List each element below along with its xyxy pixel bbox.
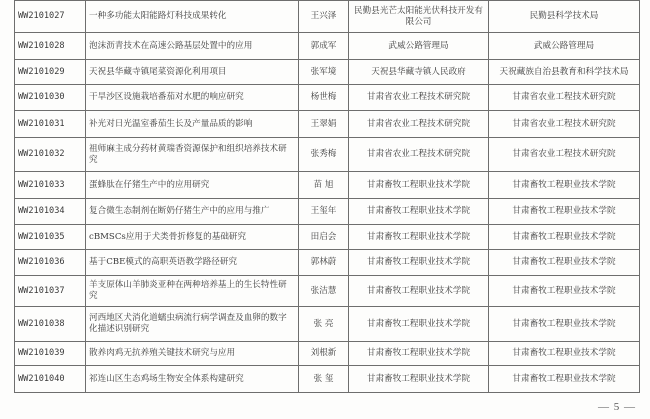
cell-undertaking-unit: 甘肃畜牧工程职业技术学院 [349,199,489,225]
cell-project-code: WW2101040 [15,366,86,393]
table-row [15,307,640,342]
cell-undertaking-unit: 甘肃畜牧工程职业技术学院 [349,172,489,199]
cell-project-title: 河西地区犬消化道蠕虫病流行病学调查及血卵的数字化描述识别研究 [86,307,299,342]
cell-project-code: WW2101028 [15,33,86,60]
cell-undertaking-unit: 甘肃畜牧工程职业技术学院 [349,276,489,307]
cell-recommending-unit: 甘肃畜牧工程职业技术学院 [489,276,640,307]
table-row [15,342,640,366]
cell-undertaking-unit: 甘肃畜牧工程职业技术学院 [349,225,489,250]
cell-lead-person: 田启会 [299,225,349,250]
cell-project-title: 祖师麻主成分药材黄瑞香资源保护和组织培养技术研究 [86,138,299,172]
cell-project-title: 蛋蜂肽在仔猪生产中的应用研究 [86,172,299,199]
cell-project-code: WW2101038 [15,307,86,342]
cell-project-code: WW2101029 [15,60,86,85]
cell-recommending-unit: 甘肃省农业工程技术研究院 [489,111,640,138]
cell-lead-person: 张 玺 [299,366,349,393]
cell-recommending-unit: 天祝藏族自治县教育和科学技术局 [489,60,640,85]
cell-project-code: WW2101034 [15,199,86,225]
cell-project-title: cBMSCs应用于犬类骨折修复的基础研究 [86,225,299,250]
cell-undertaking-unit: 甘肃畜牧工程职业技术学院 [349,342,489,366]
cell-project-code: WW2101037 [15,276,86,307]
table-row [15,225,640,250]
cell-project-code: WW2101036 [15,250,86,276]
cell-recommending-unit: 甘肃省农业工程技术研究院 [489,138,640,172]
cell-lead-person: 王兴泽 [299,1,349,33]
cell-undertaking-unit: 武威公路管理局 [349,33,489,60]
cell-project-title: 基于CBE模式的高职英语教学路径研究 [86,250,299,276]
cell-lead-person: 郭林蔚 [299,250,349,276]
table-row [15,111,640,138]
cell-undertaking-unit: 甘肃省农业工程技术研究院 [349,138,489,172]
cell-project-title: 泡沫沥青技术在高速公路基层处置中的应用 [86,33,299,60]
cell-lead-person: 张秀梅 [299,138,349,172]
cell-recommending-unit: 甘肃畜牧工程职业技术学院 [489,250,640,276]
table-row [15,138,640,172]
cell-lead-person: 张洁慧 [299,276,349,307]
cell-undertaking-unit: 甘肃畜牧工程职业技术学院 [349,366,489,393]
cell-undertaking-unit: 甘肃省农业工程技术研究院 [349,85,489,111]
cell-project-code: WW2101033 [15,172,86,199]
cell-project-code: WW2101030 [15,85,86,111]
table-row [15,276,640,307]
table-row [15,33,640,60]
table-row [15,85,640,111]
cell-undertaking-unit: 甘肃畜牧工程职业技术学院 [349,307,489,342]
table-row [15,1,640,33]
cell-project-code: WW2101039 [15,342,86,366]
cell-lead-person: 苗 旭 [299,172,349,199]
table-row [15,250,640,276]
cell-lead-person: 张军境 [299,60,349,85]
cell-recommending-unit: 武威公路管理局 [489,33,640,60]
cell-project-code: WW2101035 [15,225,86,250]
cell-project-title: 补光对日光温室番茄生长及产量品质的影响 [86,111,299,138]
cell-lead-person: 王玺年 [299,199,349,225]
cell-project-code: WW2101031 [15,111,86,138]
cell-recommending-unit: 甘肃畜牧工程职业技术学院 [489,172,640,199]
cell-recommending-unit: 甘肃畜牧工程职业技术学院 [489,342,640,366]
cell-undertaking-unit: 天祝县华藏寺镇人民政府 [349,60,489,85]
cell-recommending-unit: 民勤县科学技术局 [489,1,640,33]
cell-project-title: 羊支原体山羊肺炎亚种在两种培养基上的生长特性研究 [86,276,299,307]
cell-project-code: WW2101032 [15,138,86,172]
cell-recommending-unit: 甘肃省农业工程技术研究院 [489,85,640,111]
project-table [14,0,640,393]
page-number: — 5 — [598,401,636,413]
cell-recommending-unit: 甘肃畜牧工程职业技术学院 [489,225,640,250]
cell-lead-person: 郭成军 [299,33,349,60]
cell-recommending-unit: 甘肃畜牧工程职业技术学院 [489,307,640,342]
cell-lead-person: 杨世梅 [299,85,349,111]
cell-undertaking-unit: 民勤县光芒太阳能光伏科技开发有限公司 [349,1,489,33]
cell-project-title: 复合微生态制剂在断奶仔猪生产中的应用与推广 [86,199,299,225]
cell-project-code: WW2101027 [15,1,86,33]
cell-project-title: 干旱沙区设施栽培番茄对水肥的响应研究 [86,85,299,111]
cell-lead-person: 王翠娟 [299,111,349,138]
cell-lead-person: 刘根新 [299,342,349,366]
cell-undertaking-unit: 甘肃省农业工程技术研究院 [349,111,489,138]
table-row [15,172,640,199]
cell-project-title: 散养肉鸡无抗养殖关键技术研究与应用 [86,342,299,366]
cell-project-title: 祁连山区生态鸡场生物安全体系构建研究 [86,366,299,393]
cell-lead-person: 张 亮 [299,307,349,342]
table-row [15,60,640,85]
cell-recommending-unit: 甘肃畜牧工程职业技术学院 [489,199,640,225]
table-body [15,1,640,393]
cell-project-title: 一种多功能太阳能路灯科技成果转化 [86,1,299,33]
table-row [15,366,640,393]
cell-undertaking-unit: 甘肃畜牧工程职业技术学院 [349,250,489,276]
table-row [15,199,640,225]
cell-project-title: 天祝县华藏寺镇尾菜资源化利用项目 [86,60,299,85]
cell-recommending-unit: 甘肃畜牧工程职业技术学院 [489,366,640,393]
